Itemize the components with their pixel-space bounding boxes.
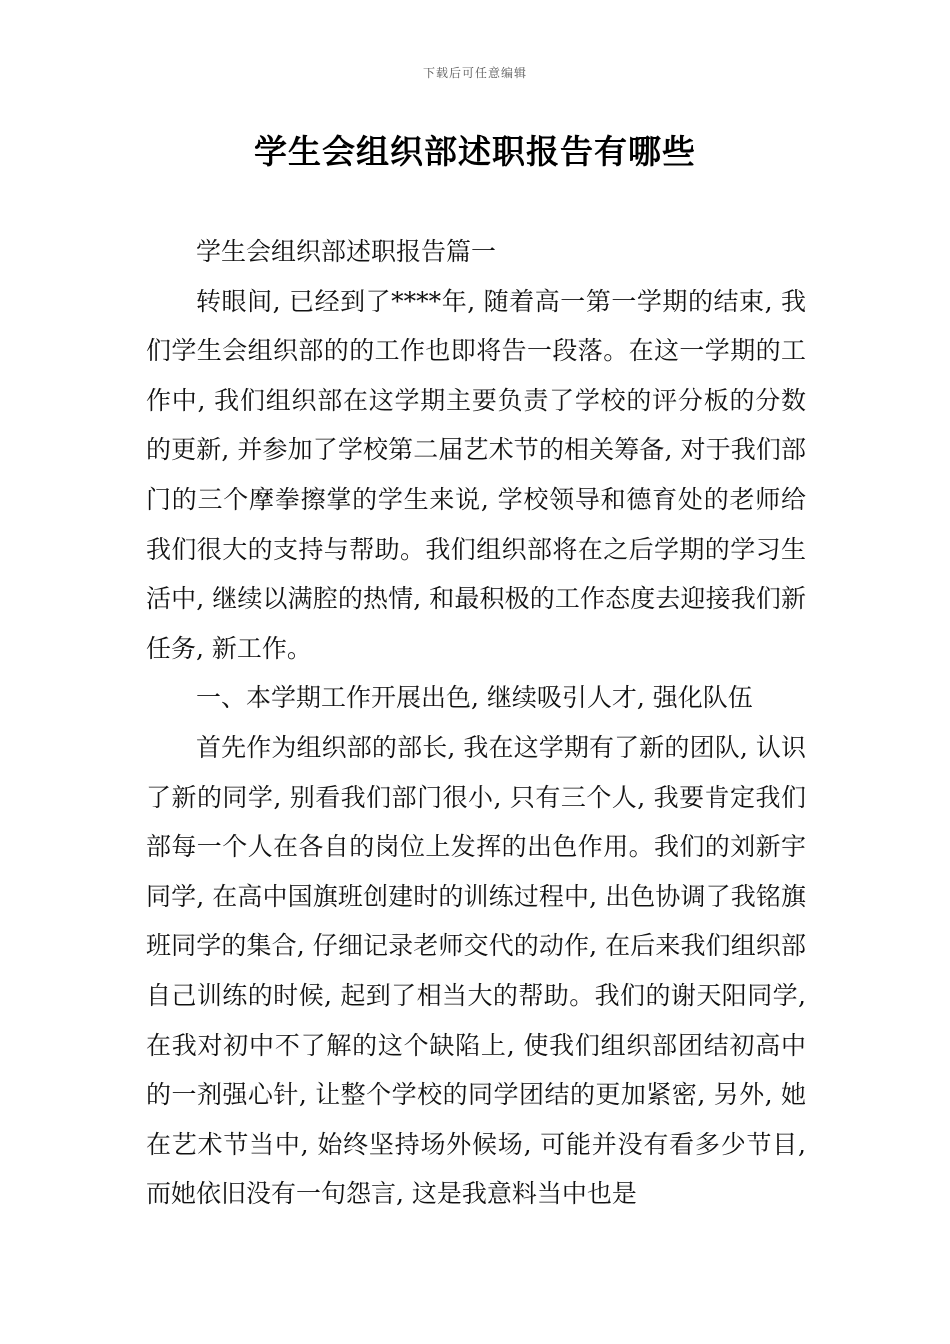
- paragraph-intro: 转眼间, 已经到了****年, 随着高一第一学期的结束, 我们学生会组织部的的工作也即将告一段落。在这一学期的工作中, 我们组织部在这学期主要负责了学校的评分板的分数的更新, 并参加了学校第二届艺术节的相关筹备, 对于我们部门的三个摩拳擦掌的学生来说, 学校领导和德育处的老师给我们很大的支持与帮助。我们组织部将在之后学期的学习生活中, 继续以满腔的热情, 和最积极的工作态度去迎接我们新任务, 新工作。: [146, 286, 806, 663]
- section-heading-one: 一、本学期工作开展出色, 继续吸引人才, 强化队伍: [196, 683, 753, 713]
- paragraph-team: 首先作为组织部的部长, 我在这学期有了新的团队, 认识了新的同学, 别看我们部门很小, 只有三个人, 我要肯定我们部每一个人在各自的岗位上发挥的出色作用。我们的刘新宇同学, 在高中国旗班创建时的训练过程中, 出色协调了我铭旗班同学的集合, 仔细记录老师交代的动作, 在后来我们组织部自己训练的时候, 起到了相当大的帮助。我们的谢天阳同学, 在我对初中不了解的这个缺陷上, 使我们组织部团结初高中的一剂强心针, 让整个学校的同学团结的更加紧密, 另外, 她在艺术节当中, 始终坚持场外候场, 可能并没有看多少节目, 而她依旧没有一句怨言, 这是我意料当中也是: [146, 732, 806, 1209]
- document-title: 学生会组织部述职报告有哪些: [254, 132, 696, 171]
- document-body: [146, 227, 806, 1219]
- section-heading-part-one: 学生会组织部述职报告篇一: [196, 237, 497, 266]
- header-note: 下载后可任意编辑: [422, 66, 527, 80]
